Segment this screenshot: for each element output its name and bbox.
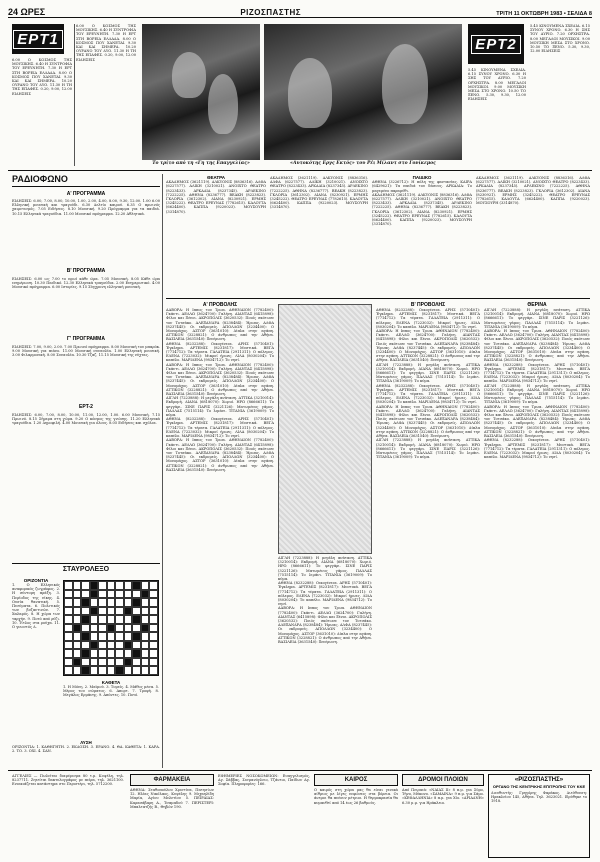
issue-date: ΤΡΙΤΗ 11 ΟΚΤΩΒΡΗ 1983 • ΣΕΛΙΔΑ 8 [496,11,592,17]
crossword-grid [63,580,159,676]
crossword-cell [107,658,116,667]
crossword-cell [81,598,90,607]
crossword-cell [64,607,73,616]
crossword-cell [90,624,99,633]
crossword-cell [149,624,158,633]
crossword-cell [73,632,82,641]
crossword-cell [81,624,90,633]
crossword-cell [64,581,73,590]
crossword-cell [73,581,82,590]
tv-photo-2-caption: «Αυτοκότης Εργς Εκτός» του Ρέι Μίλαντ στο Γονίκεμος [290,161,436,166]
crossword-cell [107,649,116,658]
masthead [8,4,592,18]
tv-photo-2 [264,24,462,160]
rizospastis-title: «ΡΙΖΟΣΠΑΣΤΗΣ» [514,777,564,783]
crossword-cell [149,641,158,650]
crossword-cell [64,615,73,624]
crossword-cell [132,590,141,599]
crossword-cell [107,641,116,650]
page-number: 24 ΩΡΕΣ [8,7,46,17]
radio-column [12,189,160,561]
crossword-cell [81,632,90,641]
crossword-cell [141,607,150,616]
crossword-cell [132,641,141,650]
crossword-cell [98,615,107,624]
theatres-col4: ΑΚΑΔΗΜΟΣ (3621119). ΑΛΚΥΟΝΙΣ (8836316). ΑΛΦΑ (6227577). ΑΛΙΚΗ (3210021). ΑΝΟΙΧΤΟ ΘΕΑΤΡΟ (8223433). ΑΡΚΑΔΙΑ (8237345). ΑΡΛΕΚΙΝΟ (7222225). ΑΘΗΝΑ (8236777). ΒΕΑΚΗ (8223823). ΓΚΛΟΡΙΑ (3612302). ΔΙΑΝΑ (8230921). ΕΡΜΗΣ (3245222). ΘΕΑΤΡΟ ΕΡΕΥΝΑΣ (7782615). ΚΑΛΟΥΤΑ (6624400). ΚΑΠΠΑ (9220023). ΜΟΥΣΟΥΡΗ (3314870). [476,176,590,206]
crossword-cell [115,615,124,624]
crossword-cell [149,666,158,675]
crossword-down: ΚΑΘΕΤΑ 1. Η Μόνη. 2. Μαϊμού. 3. Τομείς. 4. Μάθος μέσα. 5. Μέρος του σώματος. 6. Απορτ. 7. Τροφή. 8. Μεγάλος Ερμάνης. 9. Απόντες. 10. Ποτό. [63,680,159,698]
crossword-cell [124,632,133,641]
section-rule [8,170,592,171]
weather-title: ΚΑΙΡΟΣ [314,774,398,786]
crossword-rule [12,563,160,564]
crossword-cell [90,598,99,607]
ships-title: ΔΡΟΜΟΙ ΠΛΟΙΩΝ [402,774,484,786]
crossword-cell [132,658,141,667]
children-theatre: ΠΑΙΔΙΚΟ ΑΘΗΝΑ (3226712): Η πόλη της φαντασίας. ΚΑΙΡΑ (6429621): Τα παιδιά του δάσους. ΑΡΚΑΔΙΑ: Το μαγεμένο παραμύθι. ΑΚΑΔΗΜΟΣ (3621119). ΑΛΚΥΟΝΙΣ (8836316). ΑΛΦΑ (6227577). ΑΛΙΚΗ (3210021). ΑΝΟΙΧΤΟ ΘΕΑΤΡΟ (8223433). ΑΡΚΑΔΙΑ (8237345). ΑΡΛΕΚΙΝΟ (7222225). ΑΘΗΝΑ (8236777). ΒΕΑΚΗ (8223823). ΓΚΛΟΡΙΑ (3612302). ΔΙΑΝΑ (8230921). ΕΡΜΗΣ (3245222). ΘΕΑΤΡΟ ΕΡΕΥΝΑΣ (7782615). ΚΑΛΟΥΤΑ (6624400). ΚΑΠΠΑ (9220023). ΜΟΥΣΟΥΡΗ (3314870). [372,176,472,227]
crossword-cell [149,615,158,624]
pharmacy-text: ΑΘΗΝΑ: Σταθοπούλου Χριστίνα, Πατησίων 12. Ηλίας Νικόλαος, Κυψέλης 9. Μιχαηλίδη Μαρία, Αγίου Μελετίου 5. ΠΕΙΡΑΙΑΣ: Καρασάβαρη Α., Τσαμαδού 7. ΠΕΡΙΣΤΕΡΙ: Μπαλτατζής Β., Θηβών 190. [130,788,214,809]
crossword-cell [81,590,90,599]
crossword-solution: ΛΥΣΗ ΟΡΙΖΟΝΤΙΑ: 1. ΚΑΘΗΓΗΤΗ. 2. ΕΚΔΟΣΗ. 3. ΕΡΑΝΟ. 4. ΘΑ. ΚΑΘΕΤΑ: 1. ΚΑΡΑ. 2. ΤΟ. 3. ΟΧΙ. 4. ΣΑΝ. [12,740,160,754]
crossword-cell [132,649,141,658]
crossword-cell [115,624,124,633]
crossword-cell [124,666,133,675]
crossword-cell [98,666,107,675]
crossword-cell [149,581,158,590]
crossword-cell [81,581,90,590]
crossword-cell [90,607,99,616]
crossword-cell [141,632,150,641]
ert1-schedule-col2: 6.00 Ο ΚΟΣΜΟΣ ΤΗΣ ΜΟΥΣΙΚΗΣ. 6.40 Η ΣΥΝΤΡΟΦΙΑ ΤΟΥ ΕΡΕΥΝΗΤΗ. 7.30 Η ΕΡΤ ΣΤΗ ΒΟΡΕΙΑ ΕΛΛΑΔΑ. 8.00 Ο ΚΟΣΜΟΣ ΠΟΥ ΧΑΝΕΤΑΙ. 9.30 ΚΑΙ ΚΑΙ ΣΗΜΕΡΑ. 10.20 ΟΥΡΑΝΟ ΤΟΥ ΔΥΟ. 11.30 Η ΤΗ ΤΗΣ ΕΠΑΦΕΣ. 0.20, 9.00, 12.00 ΕΙΔΗΣΕΙΣ [76,24,136,62]
crossword-cell [141,615,150,624]
crossword-cell [141,649,150,658]
tv-photo-1 [142,24,260,160]
cinemas-col3: Β' ΠΡΟΒΟΛΗΣ ΑΘΗΝΑ (8232288): Οικογένεια. ΑΡΗΣ (5710401): Έγκλημα. ΑΡΤΕΜΙΣ (8231817): Μυστικά. ΒΕΓΑ (7714712): Τα τέρατα. ΓΑΛΑΤΕΙΑ (2911311): Ο πόλεμος. ΕΛΕΝΑ (7223032): Μικροί ήρωες. ΛΙΛΑ (8030204): Το καπέλο. ΜΑΡΙΛΕΝΑ (9834712): Το νησί. ΑΑΒΟΡΑ: Η Ιππος του Τρωα. ΑΘΗΝΑΙΟΝ (7782400): Γκάντι. ΑΕΛΛΩ (3624700): Γαλήνη. ΑΙΑΝΤΑΣ (6415898): Φίλοι και Ξένοι. ΑΚΡΟΠΟΛΙΣ (3620532): Ποιός σκότωσε τον Τοτσάκο. ΑΛΕΞΑΝΔΡΑ (8238484): Ήρωας. ΑΛΦΑ (8237445): Οι εκδρομείς. ΑΠΟΛΛΩΝ (3234400): Ο Μονομάχος. ΑΣΤΟΡ (3631010): Δίπλα στην αγάπη. ΑΤΤΙΚΟΝ (3228821): Ο άνθρωπος από την Αθήνα. ΒΑΣΙΛΕΙΑ (3631540): Ξενέρωση. ΑΙΓΛΗ (7223888): Η μεγάλη ανάταση. ΑΤΤΙΚΑ (3210014): Εκδρομή. ΔΙΑΝΑ (6818070): Χωριό. ΗΡΩ (8666611): Το φεγγάρι. ΣΙΝΕ ΠΑΡΙΣ (3221126): Ματωμένος γάμος. ΠΑΛΛΑΣ (7515114): Το λιμάνι. ΤΙΤΑΝΙΑ (3619009): Το κύμα. ΑΘΗΝΑ (8232288): Οικογένεια. ΑΡΗΣ (5710401): Έγκλημα. ΑΡΤΕΜΙΣ (8231817): Μυστικά. ΒΕΓΑ (7714712): Τα τέρατα. ΓΑΛΑΤΕΙΑ (2911311): Ο πόλεμος. ΕΛΕΝΑ (7223032): Μικροί ήρωες. ΛΙΛΑ (8030204): Το καπέλο. ΜΑΡΙΛΕΝΑ (9834712): Το νησί. ΑΑΒΟΡΑ: Η Ιππος του Τρωα. ΑΘΗΝΑΙΟΝ (7782400): Γκάντι. ΑΕΛΛΩ (3624700): Γαλήνη. ΑΙΑΝΤΑΣ (6415898): Φίλοι και Ξένοι. ΑΚΡΟΠΟΛΙΣ (3620532): Ποιός σκότωσε τον Τοτσάκο. ΑΛΕΞΑΝΔΡΑ (8238484): Ήρωας. ΑΛΦΑ (8237445): Οι εκδρομείς. ΑΠΟΛΛΩΝ (3234400): Ο Μονομάχος. ΑΣΤΟΡ (3631010): Δίπλα στην αγάπη. ΑΤΤΙΚΟΝ (3228821): Ο άνθρωπος από την Αθήνα. ΒΑΣΙΛΕΙΑ (3631540): Ξενέρωση. ΑΙΓΛΗ (7223888): Η μεγάλη ανάταση. ΑΤΤΙΚΑ (3210014): Εκδρομή. ΔΙΑΝΑ (6818070): Χωριό. ΗΡΩ (8666611): Το φεγγάρι. ΣΙΝΕ ΠΑΡΙΣ (3221126): Ματωμένος γάμος. ΠΑΛΛΑΣ (7515114): Το λιμάνι. ΤΙΤΑΝΙΑ (3619009): Το κύμα. [376,302,480,460]
crossword-cell [90,581,99,590]
crossword-cell [107,624,116,633]
crossword-cell [124,598,133,607]
bottom-rule [8,770,592,771]
crossword-cell [73,641,82,650]
crossword-cell [107,666,116,675]
crossword-cell [115,607,124,616]
crossword-cell [64,658,73,667]
rizospastis-box [488,774,590,858]
crossword-cell [141,581,150,590]
crossword-title: ΣΤΑΥΡΟΛΕΞΟ [62,566,110,573]
crossword-cell [64,666,73,675]
crossword-cell [132,632,141,641]
crossword-cell [132,581,141,590]
radio-heading-c: Γ' ΠΡΟΓΡΑΜΜΑ [67,336,105,342]
ert1-logo: ΕΡΤ1 [12,24,64,54]
crossword-cell [90,632,99,641]
radio-title: ΡΑΔΙΟΦΩΝΟ [12,174,68,184]
crossword-cell [73,649,82,658]
crossword-cell [81,641,90,650]
tv-photo-1-caption: Το τρίτο από τη «Γη της Επαγγελίας» [152,161,250,166]
radio-heading-b: Β' ΠΡΟΓΡΑΜΜΑ [66,268,106,274]
radio-rule [12,186,160,187]
crossword-cell [107,615,116,624]
crossword-cell [90,658,99,667]
crossword-cell [132,598,141,607]
crossword-cell [141,666,150,675]
crossword-cell [64,649,73,658]
crossword-cell [98,590,107,599]
theatres-col2: ΑΚΑΔΗΜΟΣ (3621119). ΑΛΚΥΟΝΙΣ (8836316). ΑΛΦΑ (6227577). ΑΛΙΚΗ (3210021). ΑΝΟΙΧΤΟ ΘΕΑΤΡΟ (8223433). ΑΡΚΑΔΙΑ (8237345). ΑΡΛΕΚΙΝΟ (7222225). ΑΘΗΝΑ (8236777). ΒΕΑΚΗ (8223823). ΓΚΛΟΡΙΑ (3612302). ΔΙΑΝΑ (8230921). ΕΡΜΗΣ (3245222). ΘΕΑΤΡΟ ΕΡΕΥΝΑΣ (7782615). ΚΑΛΟΥΤΑ (6624400). ΚΑΠΠΑ (9220023). ΜΟΥΣΟΥΡΗ (3314870). [270,176,368,210]
crossword-cell [115,590,124,599]
crossword-cell [124,649,133,658]
crossword-cell [132,615,141,624]
crossword-cell [124,615,133,624]
radio-text-a: ΕΙΔΗΣΕΙΣ: 6.00, 7.00, 8.00, 10.00, 1.00, 2.00, 4.00, 8.00, 9.30, 12.00. 1.00 6.00 Ελληνική μουσική και τραγούδι. 6.30 Δελτίο καιρού. 6.35 Ο πρωινός χαιρετισμός. 7.05 Ειδήσεις. 8.10 Μουσική. 9.20 Πρόγραμμα για τα παιδιά. 10.15 Ελληνικά τραγούδια. 11.00 Μουσικό πρόγραμμα. 12.20 Αθλητικά. [12,199,160,216]
crossword-cell [107,590,116,599]
rizospastis-subtitle: ΟΡΓΑΝΟ ΤΗΣ ΚΕΝΤΡΙΚΗΣ ΕΠΙΤΡΟΠΗΣ ΤΟΥ ΚΚΕ [492,784,586,789]
cinemas-col4: ΘΕΡΙΝΑ ΑΙΓΛΗ (7223888): Η μεγάλη ανάταση. ΑΤΤΙΚΑ (3210014): Εκδρομή. ΔΙΑΝΑ (6818070): Χωριό. ΗΡΩ (8666611): Το φεγγάρι. ΣΙΝΕ ΠΑΡΙΣ (3221126): Ματωμένος γάμος. ΠΑΛΛΑΣ (7515114): Το λιμάνι. ΤΙΤΑΝΙΑ (3619009): Το κύμα. ΑΑΒΟΡΑ: Η Ιππος του Τρωα. ΑΘΗΝΑΙΟΝ (7782400): Γκάντι. ΑΕΛΛΩ (3624700): Γαλήνη. ΑΙΑΝΤΑΣ (6415898): Φίλοι και Ξένοι. ΑΚΡΟΠΟΛΙΣ (3620532): Ποιός σκότωσε τον Τοτσάκο. ΑΛΕΞΑΝΔΡΑ (8238484): Ήρωας. ΑΛΦΑ (8237445): Οι εκδρομείς. ΑΠΟΛΛΩΝ (3234400): Ο Μονομάχος. ΑΣΤΟΡ (3631010): Δίπλα στην αγάπη. ΑΤΤΙΚΟΝ (3228821): Ο άνθρωπος από την Αθήνα. ΒΑΣΙΛΕΙΑ (3631540): Ξενέρωση. ΑΘΗΝΑ (8232288): Οικογένεια. ΑΡΗΣ (5710401): Έγκλημα. ΑΡΤΕΜΙΣ (8231817): Μυστικά. ΒΕΓΑ (7714712): Τα τέρατα. ΓΑΛΑΤΕΙΑ (2911311): Ο πόλεμος. ΕΛΕΝΑ (7223032): Μικροί ήρωες. ΛΙΛΑ (8030204): Το καπέλο. ΜΑΡΙΛΕΝΑ (9834712): Το νησί. ΑΙΓΛΗ (7223888): Η μεγάλη ανάταση. ΑΤΤΙΚΑ (3210014): Εκδρομή. ΔΙΑΝΑ (6818070): Χωριό. ΗΡΩ (8666611): Το φεγγάρι. ΣΙΝΕ ΠΑΡΙΣ (3221126): Ματωμένος γάμος. ΠΑΛΛΑΣ (7515114): Το λιμάνι. ΤΙΤΑΝΙΑ (3619009): Το κύμα. ΑΑΒΟΡΑ: Η Ιππος του Τρωα. ΑΘΗΝΑΙΟΝ (7782400): Γκάντι. ΑΕΛΛΩ (3624700): Γαλήνη. ΑΙΑΝΤΑΣ (6415898): Φίλοι και Ξένοι. ΑΚΡΟΠΟΛΙΣ (3620532): Ποιός σκότωσε τον Τοτσάκο. ΑΛΕΞΑΝΔΡΑ (8238484): Ήρωας. ΑΛΦΑ (8237445): Οι εκδρομείς. ΑΠΟΛΛΩΝ (3234400): Ο Μονομάχος. ΑΣΤΟΡ (3631010): Δίπλα στην αγάπη. ΑΤΤΙΚΟΝ (3228821): Ο άνθρωπος από την Αθήνα. ΒΑΣΙΛΕΙΑ (3631540): Ξενέρωση. ΑΘΗΝΑ (8232288): Οικογένεια. ΑΡΗΣ (5710401): Έγκλημα. ΑΡΤΕΜΙΣ (8231817): Μυστικά. ΒΕΓΑ (7714712): Τα τέρατα. ΓΑΛΑΤΕΙΑ (2911311): Ο πόλεμος. ΕΛΕΝΑ (7223032): Μικροί ήρωες. ΛΙΛΑ (8030204): Το καπέλο. ΜΑΡΙΛΕΝΑ (9834712): Το νησί. [484,302,590,460]
clinics-text: ΕΦΗΜΕΡΙΕΣ ΝΟΣΟΚΟΜΕΙΩΝ: Ευαγγελισμός, Αγ. Σάββας, Σισμανόγλειο, Τζάνειο, Παίδων Αγ. Σοφία. Πληροφορίες: 166. [218,774,310,787]
crossword-cell [149,649,158,658]
crossword-cell [98,632,107,641]
crossword-cell [115,658,124,667]
crossword-cell [149,607,158,616]
crossword-cell [90,649,99,658]
crossword-cell [98,607,107,616]
advert-box [278,304,372,554]
crossword-cell [149,658,158,667]
crossword-cell [107,607,116,616]
crossword-cell [81,658,90,667]
crossword-cell [141,598,150,607]
crossword-cell [73,624,82,633]
crossword-cell [149,598,158,607]
crossword-cell [81,666,90,675]
crossword-cell [90,666,99,675]
radio-heading-a: Α' ΠΡΟΓΡΑΜΜΑ [66,191,106,197]
crossword-cell [115,632,124,641]
crossword-cell [73,607,82,616]
crossword-cell [73,615,82,624]
crossword-cell [149,590,158,599]
ert1-schedule: 6.00 Ο ΚΟΣΜΟΣ ΤΗΣ ΜΟΥΣΙΚΗΣ. 6.40 Η ΣΥΝΤΡΟΦΙΑ ΤΟΥ ΕΡΕΥΝΗΤΗ. 7.30 Η ΕΡΤ ΣΤΗ ΒΟΡΕΙΑ ΕΛΛΑΔΑ. 8.00 Ο ΚΟΣΜΟΣ ΠΟΥ ΧΑΝΕΤΑΙ. 9.30 ΚΑΙ ΚΑΙ ΣΗΜΕΡΑ. 10.20 ΟΥΡΑΝΟ ΤΟΥ ΔΥΟ. 11.30 Η ΤΗ ΤΗΣ ΕΠΑΦΕΣ. 0.20, 9.00, 12.00 ΕΙΔΗΣΕΙΣ [12,58,72,96]
crossword-cell [115,641,124,650]
crossword-cell [73,666,82,675]
crossword-cell [132,624,141,633]
rizospastis-text: Διευθυντής: Γρηγόρης Φαράκος. Διεύθυνση: Ηρακλείου 145, Αθήνα. Τηλ. 3623021. Ιδρύθηκε το 1918. [491,791,587,804]
crossword-cell [90,615,99,624]
crossword-cell [73,590,82,599]
crossword-cell [124,641,133,650]
crossword-cell [81,615,90,624]
crossword-cell [107,581,116,590]
crossword-cell [98,641,107,650]
crossword-cell [90,641,99,650]
crossword-cell [141,641,150,650]
cinemas-col2: ΑΙΓΛΗ (7223888): Η μεγάλη ανάταση. ΑΤΤΙΚΑ (3210014): Εκδρομή. ΔΙΑΝΑ (6818070): Χωριό. ΗΡΩ (8666611): Το φεγγάρι. ΣΙΝΕ ΠΑΡΙΣ (3221126): Ματωμένος γάμος. ΠΑΛΛΑΣ (7515114): Το λιμάνι. ΤΙΤΑΝΙΑ (3619009): Το κύμα. ΑΘΗΝΑ (8232288): Οικογένεια. ΑΡΗΣ (5710401): Έγκλημα. ΑΡΤΕΜΙΣ (8231817): Μυστικά. ΒΕΓΑ (7714712): Τα τέρατα. ΓΑΛΑΤΕΙΑ (2911311): Ο πόλεμος. ΕΛΕΝΑ (7223032): Μικροί ήρωες. ΛΙΛΑ (8030204): Το καπέλο. ΜΑΡΙΛΕΝΑ (9834712): Το νησί. ΑΑΒΟΡΑ: Η Ιππος του Τρωα. ΑΘΗΝΑΙΟΝ (7782400): Γκάντι. ΑΕΛΛΩ (3624700): Γαλήνη. ΑΙΑΝΤΑΣ (6415898): Φίλοι και Ξένοι. ΑΚΡΟΠΟΛΙΣ (3620532): Ποιός σκότωσε τον Τοτσάκο. ΑΛΕΞΑΝΔΡΑ (8238484): Ήρωας. ΑΛΦΑ (8237445): Οι εκδρομείς. ΑΠΟΛΛΩΝ (3234400): Ο Μονομάχος. ΑΣΤΟΡ (3631010): Δίπλα στην αγάπη. ΑΤΤΙΚΟΝ (3228821): Ο άνθρωπος από την Αθήνα. ΒΑΣΙΛΕΙΑ (3631540): Ξενέρωση. [278,556,372,645]
crossword-cell [98,624,107,633]
crossword-cell [81,607,90,616]
crossword-cell [141,590,150,599]
crossword-cell [124,658,133,667]
crossword-cell [81,649,90,658]
crossword-cell [107,632,116,641]
crossword-cell [141,658,150,667]
listing-rule [166,298,590,299]
pharmacy-title: ΦΑΡΜΑΚΕΙΑ [130,774,214,786]
crossword-cell [98,658,107,667]
crossword-cell [107,598,116,607]
crossword-cell [64,590,73,599]
crossword-across: ΟΡΙΖΟΝΤΙΑ 1. Ο Ελληνικός αναφορικός ζωγράφος. 2. Η σύντομη πράξη. 3. Περίοδος της νίκης. 4. Ουσία θανατική. 5. Πνεύματα. 6. Πολιτικός των βυζαντινών. 7. Χαλαρός. 8. Η χώρα των ταρχήν. 9. Ποτό από ρύζι. 10. Τίτλος στα ρούχα. 11. Ο γνωστός Δ. [12,578,60,630]
crossword-cell [141,624,150,633]
crossword-cell [149,632,158,641]
cinemas-col1: Α' ΠΡΟΒΟΛΗΣ ΑΑΒΟΡΑ: Η Ιππος του Τρωα. ΑΘΗΝΑΙΟΝ (7782400): Γκάντι. ΑΕΛΛΩ (3624700): Γαλήνη. ΑΙΑΝΤΑΣ (6415898): Φίλοι και Ξένοι. ΑΚΡΟΠΟΛΙΣ (3620532): Ποιός σκότωσε τον Τοτσάκο. ΑΛΕΞΑΝΔΡΑ (8238484): Ήρωας. ΑΛΦΑ (8237445): Οι εκδρομείς. ΑΠΟΛΛΩΝ (3234400): Ο Μονομάχος. ΑΣΤΟΡ (3631010): Δίπλα στην αγάπη. ΑΤΤΙΚΟΝ (3228821): Ο άνθρωπος από την Αθήνα. ΒΑΣΙΛΕΙΑ (3631540): Ξενέρωση. ΑΘΗΝΑ (8232288): Οικογένεια. ΑΡΗΣ (5710401): Έγκλημα. ΑΡΤΕΜΙΣ (8231817): Μυστικά. ΒΕΓΑ (7714712): Τα τέρατα. ΓΑΛΑΤΕΙΑ (2911311): Ο πόλεμος. ΕΛΕΝΑ (7223032): Μικροί ήρωες. ΛΙΛΑ (8030204): Το καπέλο. ΜΑΡΙΛΕΝΑ (9834712): Το νησί. ΑΑΒΟΡΑ: Η Ιππος του Τρωα. ΑΘΗΝΑΙΟΝ (7782400): Γκάντι. ΑΕΛΛΩ (3624700): Γαλήνη. ΑΙΑΝΤΑΣ (6415898): Φίλοι και Ξένοι. ΑΚΡΟΠΟΛΙΣ (3620532): Ποιός σκότωσε τον Τοτσάκο. ΑΛΕΞΑΝΔΡΑ (8238484): Ήρωας. ΑΛΦΑ (8237445): Οι εκδρομείς. ΑΠΟΛΛΩΝ (3234400): Ο Μονομάχος. ΑΣΤΟΡ (3631010): Δίπλα στην αγάπη. ΑΤΤΙΚΟΝ (3228821): Ο άνθρωπος από την Αθήνα. ΒΑΣΙΛΕΙΑ (3631540): Ξενέρωση. ΑΙΓΛΗ (7223888): Η μεγάλη ανάταση. ΑΤΤΙΚΑ (3210014): Εκδρομή. ΔΙΑΝΑ (6818070): Χωριό. ΗΡΩ (8666611): Το φεγγάρι. ΣΙΝΕ ΠΑΡΙΣ (3221126): Ματωμένος γάμος. ΠΑΛΛΑΣ (7515114): Το λιμάνι. ΤΙΤΑΝΙΑ (3619009): Το κύμα. ΑΘΗΝΑ (8232288): Οικογένεια. ΑΡΗΣ (5710401): Έγκλημα. ΑΡΤΕΜΙΣ (8231817): Μυστικά. ΒΕΓΑ (7714712): Τα τέρατα. ΓΑΛΑΤΕΙΑ (2911311): Ο πόλεμος. ΕΛΕΝΑ (7223032): Μικροί ήρωες. ΛΙΛΑ (8030204): Το καπέλο. ΜΑΡΙΛΕΝΑ (9834712): Το νησί. ΑΑΒΟΡΑ: Η Ιππος του Τρωα. ΑΘΗΝΑΙΟΝ (7782400): Γκάντι. ΑΕΛΛΩ (3624700): Γαλήνη. ΑΙΑΝΤΑΣ (6415898): Φίλοι και Ξένοι. ΑΚΡΟΠΟΛΙΣ (3620532): Ποιός σκότωσε τον Τοτσάκο. ΑΛΕΞΑΝΔΡΑ (8238484): Ήρωας. ΑΛΦΑ (8237445): Οι εκδρομείς. ΑΠΟΛΛΩΝ (3234400): Ο Μονομάχος. ΑΣΤΟΡ (3631010): Δίπλα στην αγάπη. ΑΤΤΙΚΟΝ (3228821): Ο άνθρωπος από την Αθήνα. ΒΑΣΙΛΕΙΑ (3631540): Ξενέρωση. [166,302,274,472]
crossword-cell [90,590,99,599]
crossword-cell [132,607,141,616]
crossword-cell [124,607,133,616]
crossword-cell [64,624,73,633]
column-rule [74,24,75,166]
crossword-cell [73,658,82,667]
crossword-cell [64,632,73,641]
crossword-cell [64,641,73,650]
radio-text-c: ΕΙΔΗΣΕΙΣ: 7.00, 9.00, 2.00. 7.00 Πρωινό πρόγραμμα. 8.00 Μουσική του μπαρόκ. 9.00 Μουσική για πιάνο. 11.00 Μουσική συναυλία. 1.00 Ελληνική μουσική. 3.00 Φιλαρμονική. 8.00 Συναυλία. 10.30 Τζαζ. 11.15 Μουσική της νύχτας. [12,345,160,358]
crossword-cell [115,598,124,607]
crossword-cell [115,666,124,675]
crossword-cell [98,598,107,607]
weather-text: Ο καιρός στη χώρα μας θα είναι γενικά αίθριος με λίγες νεφώσεις στα βόρεια. Οι άνεμοι θα πνέουν μέτριοι. Η θερμοκρασία θα κυμανθεί από 14 έως 26 βαθμούς. [314,788,398,805]
crossword-cell [132,666,141,675]
crossword-cell [98,581,107,590]
crossword-cell [98,649,107,658]
classifieds: ΑΓΓΕΛΙΕΣ — Πωλείται διαμέρισμα 80 τ.μ. Κυψέλη, τηλ. 8237711. Ζητείται δακτυλογράφος με πείρα, τηλ. 3621100. Ενοικιάζεται κατάστημα στο Περιστέρι, τηλ. 5712200. [12,774,124,787]
crossword-cell [124,581,133,590]
crossword-cell [115,581,124,590]
radio-heading-d: ΕΡΤ-2 [79,404,93,410]
crossword-cell [124,590,133,599]
crossword-cell [124,624,133,633]
radio-text-d: ΕΙΔΗΣΕΙΣ: 6.00, 7.00, 8.00, 10.00, 11.00, 12.00, 1.00. 6.00 Μουσική. 7.15 Πρωινό. 8.15 Σήμερα στη χώρα. 9.20 Ο κόσμος της γνώσης. 11.20 Ελληνικά τραγούδια. 1.20 Δημοφιλή. 4.00 Μουσική για όλους. 8.05 Ειδήσεις και σχόλια. [12,413,160,426]
crossword-cell [73,598,82,607]
ert2-logo: ΕΡΤ2 [468,24,524,64]
ert2-schedule-col2: 5.45 ΚΙΝΟΥΜΕΝΑ ΣΧΕΔΙΑ. 6.15 ΣΥΝΟΥ ΧΡΟΝΟ. 6.30 Η ΣΗΣ ΤΟΥ ΑΥΡΙΟ. 7.20 ΟΡΧΗΣΤΡΑ. 8.00 ΜΕΓΑΛΟΙ ΜΟΥΣΙΚΟΙ. 9.00 ΜΟΥΣΙΚΗ ΜΕΣΑ ΣΤΟ ΧΡΟΝΟ. 10.50 ΤΟ ΞΕΝΟ. 5.30, 9.30, 12.00 ΕΙΔΗΣΕΙΣ [530,24,590,54]
crossword-cell [64,598,73,607]
radio-text-b: ΕΙΔΗΣΕΙΣ: 6.00 ως 7.00 το πρωί κάθε ώρα. 7.05 Μουσική. 8.05 Κάθε ώρα ενημέρωση. 10.30 Παιδικό. 12.30 Ελληνικά τραγούδια. 2.00 Ενημερωτικό. 4.00 Μουσικό πρόγραμμα. 6.00 Ιστορίες. 9.15 Σύγχρονη ελληνική μουσική. [12,277,160,290]
column-rule [162,174,163,768]
ert2-schedule: 5.45 ΚΙΝΟΥΜΕΝΑ ΣΧΕΔΙΑ. 6.15 ΣΥΝΟΥ ΧΡΟΝΟ. 6.30 Η ΣΗΣ ΤΟΥ ΑΥΡΙΟ. 7.20 ΟΡΧΗΣΤΡΑ. 8.00 ΜΕΓΑΛΟΙ ΜΟΥΣΙΚΟΙ. 9.00 ΜΟΥΣΙΚΗ ΜΕΣΑ ΣΤΟ ΧΡΟΝΟ. 10.50 ΤΟ ΞΕΝΟ. 5.30, 9.30, 12.00 ΕΙΔΗΣΕΙΣ [468,68,526,102]
ships-text: Από Πειραιά: «ΝΑΪΑΣ ΙΙ» 8 π.μ. για Σύρο, Τήνο, Μύκονο. «ΣΑΜΑΙΝΑ» 9 π.μ. για Σάμο. «ΚΕΦΑΛΛΗΝΙΑ» 8 π.μ. για Χίο. «ΑΡΙΑΔΝΗ» 6.30 μ.μ. για Ηράκλειο. [402,788,484,805]
crossword-cell [115,649,124,658]
theatres-col1: ΘΕΑΤΡΑ ΑΚΑΔΗΜΟΣ (3621119). ΑΛΚΥΟΝΙΣ (8836316). ΑΛΦΑ (6227577). ΑΛΙΚΗ (3210021). ΑΝΟΙΧΤΟ ΘΕΑΤΡΟ (8223433). ΑΡΚΑΔΙΑ (8237345). ΑΡΛΕΚΙΝΟ (7222225). ΑΘΗΝΑ (8236777). ΒΕΑΚΗ (8223823). ΓΚΛΟΡΙΑ (3612302). ΔΙΑΝΑ (8230921). ΕΡΜΗΣ (3245222). ΘΕΑΤΡΟ ΕΡΕΥΝΑΣ (7782615). ΚΑΛΟΥΤΑ (6624400). ΚΑΠΠΑ (9220023). ΜΟΥΣΟΥΡΗ (3314870). [166,176,266,214]
newspaper-name: ΡΙΖΟΣΠΑΣΤΗΣ [240,8,302,17]
